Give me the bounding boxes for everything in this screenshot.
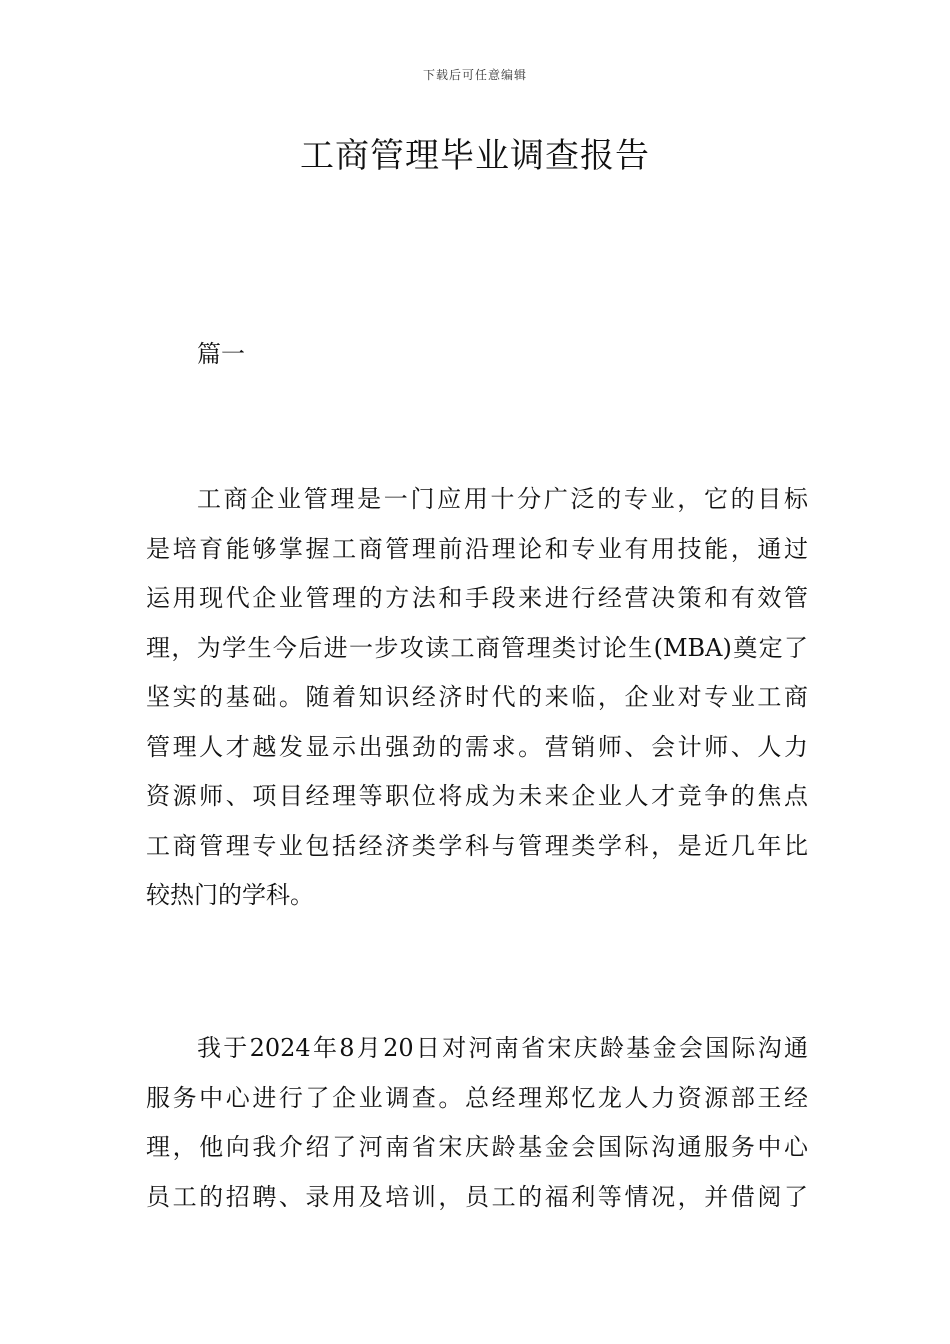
paragraph-line: 坚实的基础。随着知识经济时代的来临，企业对专业工商 <box>146 683 808 711</box>
paragraph-line: 理，他向我介绍了河南省宋庆龄基金会国际沟通服务中心 <box>146 1133 808 1161</box>
paragraph-line: 运用现代企业管理的方法和手段来进行经营决策和有效管 <box>146 584 808 612</box>
paragraph-line: 我于2024年8月20日对河南省宋庆龄基金会国际沟通 <box>197 1034 808 1062</box>
section-label: 篇一 <box>197 340 245 368</box>
paragraph-intro <box>146 475 808 921</box>
paragraph-line: 工商管理专业包括经济类学科与管理类学科，是近几年比 <box>146 831 808 860</box>
paragraph-line: 工商企业管理是一门应用十分广泛的专业，它的目标 <box>197 485 808 513</box>
paragraph-line: 资源师、项目经理等职位将成为未来企业人才竞争的焦点 <box>146 782 808 810</box>
paragraph-survey <box>146 1024 808 1222</box>
paragraph-line: 是培育能够掌握工商管理前沿理论和专业有用技能，通过 <box>146 534 808 563</box>
paragraph-line: 较热门的学科。 <box>146 881 314 909</box>
paragraph-line: 员工的招聘、录用及培训，员工的福利等情况，并借阅了 <box>146 1182 808 1211</box>
paragraph-line: 管理人才越发显示出强劲的需求。营销师、会计师、人力 <box>146 732 808 761</box>
paragraph-line: 理，为学生今后进一步攻读工商管理类讨论生(MBA)奠定了 <box>146 633 808 662</box>
header-note: 下载后可任意编辑 <box>422 68 527 82</box>
document-title: 工商管理毕业调查报告 <box>300 136 650 176</box>
paragraph-line: 服务中心进行了企业调查。总经理郑忆龙人力资源部王经 <box>146 1083 808 1112</box>
